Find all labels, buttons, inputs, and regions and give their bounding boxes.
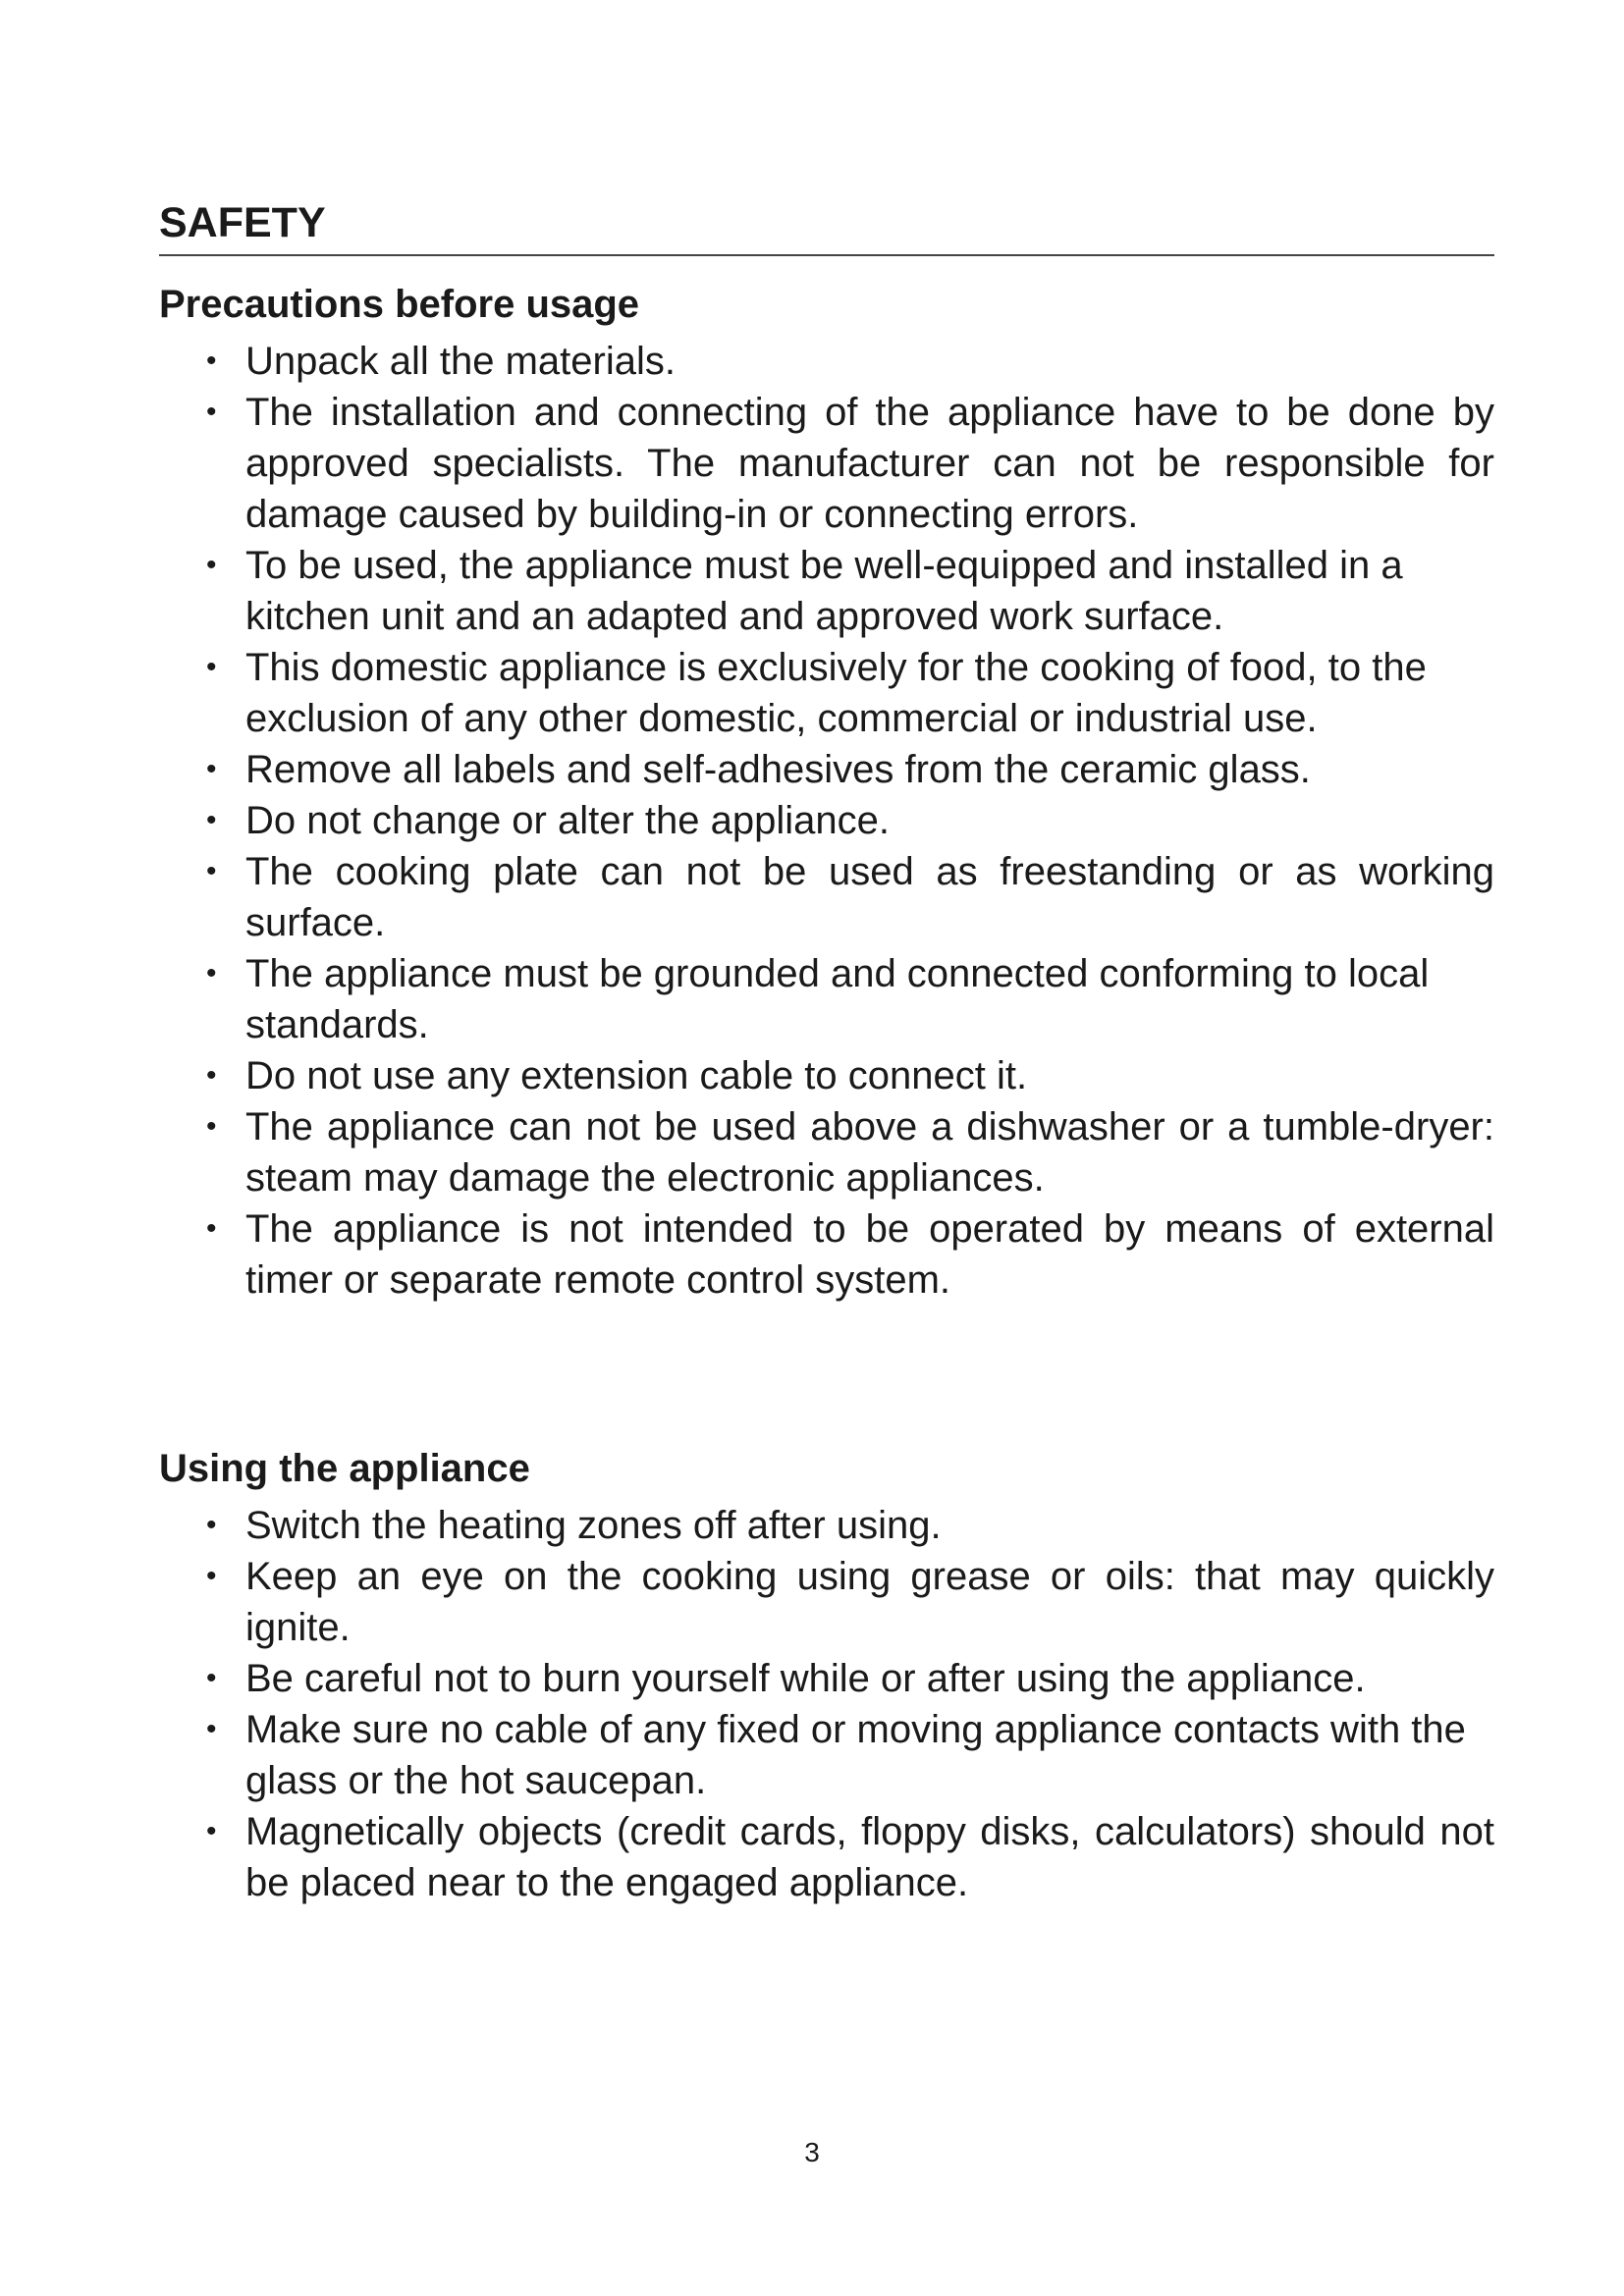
- bullet-icon: •: [206, 396, 217, 428]
- list-item: [159, 846, 1494, 948]
- bullet-icon: •: [206, 1662, 217, 1694]
- list-item-text: The appliance is not intended to be operated by means of external timer or separate remote control system.: [245, 1207, 1494, 1302]
- page-number: 3: [804, 2137, 820, 2167]
- bullet-icon: •: [206, 753, 217, 785]
- list-item: [159, 1704, 1494, 1806]
- list-item: [159, 387, 1494, 540]
- section-heading: Using the appliance: [159, 1447, 530, 1490]
- list-item: [159, 540, 1494, 642]
- section-heading: Precautions before usage: [159, 283, 640, 326]
- list-item-text: The appliance can not be used above a dishwasher or a tumble-dryer: steam may damage the electronic appliances.: [245, 1105, 1494, 1200]
- list-item: [159, 1203, 1494, 1306]
- list-item: [159, 1653, 1494, 1704]
- list-item: [159, 1551, 1494, 1653]
- bullet-icon: •: [206, 549, 217, 581]
- list-item-text: Do not change or alter the appliance.: [245, 799, 890, 842]
- list-item-text: Unpack all the materials.: [245, 340, 676, 383]
- bullet-icon: •: [206, 1509, 217, 1541]
- list-item-text: Remove all labels and self-adhesives from the ceramic glass.: [245, 748, 1311, 791]
- list-item: [159, 1101, 1494, 1203]
- bullet-icon: •: [206, 1059, 217, 1092]
- list-item: [159, 744, 1494, 795]
- list-item-text: This domestic appliance is exclusively for the cooking of food, to the exclusion of any other domestic, commercial or industrial use.: [245, 646, 1427, 740]
- list-item: [159, 336, 1494, 387]
- list-item: [159, 1050, 1494, 1101]
- list-item: [159, 795, 1494, 846]
- bullet-list: [159, 1500, 1494, 1908]
- list-item-text: The installation and connecting of the appliance have to be done by approved specialists. The manufacturer can not be responsible for damage caused by building-in or connecting errors.: [245, 391, 1494, 536]
- section-using-appliance: [159, 1443, 1494, 1908]
- bullet-icon: •: [206, 1560, 217, 1592]
- list-item: [159, 1806, 1494, 1908]
- bullet-icon: •: [206, 957, 217, 989]
- list-item: [159, 1500, 1494, 1551]
- bullet-icon: •: [206, 651, 217, 683]
- list-item-text: Be careful not to burn yourself while or after using the appliance.: [245, 1657, 1366, 1700]
- list-item: [159, 642, 1494, 744]
- list-item-text: Make sure no cable of any fixed or moving appliance contacts with the glass or the hot saucepan.: [245, 1708, 1466, 1802]
- bullet-icon: •: [206, 345, 217, 377]
- list-item-text: The cooking plate can not be used as freestanding or as working surface.: [245, 850, 1494, 944]
- list-item-text: The appliance must be grounded and connected conforming to local standards.: [245, 952, 1430, 1046]
- page-title: SAFETY: [159, 197, 1494, 256]
- bullet-list: [159, 336, 1494, 1306]
- list-item-text: Do not use any extension cable to connect it.: [245, 1054, 1028, 1097]
- bullet-icon: •: [206, 1713, 217, 1745]
- bullet-icon: •: [206, 1815, 217, 1847]
- bullet-icon: •: [206, 855, 217, 887]
- list-item-text: Magnetically objects (credit cards, floppy disks, calculators) should not be placed near to the engaged appliance.: [245, 1810, 1494, 1904]
- section-precautions: [159, 279, 1494, 1306]
- list-item-text: Switch the heating zones off after using.: [245, 1504, 942, 1547]
- bullet-icon: •: [206, 1110, 217, 1143]
- bullet-icon: •: [206, 1212, 217, 1245]
- list-item-text: Keep an eye on the cooking using grease or oils: that may quickly ignite.: [245, 1555, 1494, 1649]
- list-item-text: To be used, the appliance must be well-equipped and installed in a kitchen unit and an adapted and approved work surface.: [245, 544, 1403, 638]
- list-item: [159, 948, 1494, 1050]
- bullet-icon: •: [206, 804, 217, 836]
